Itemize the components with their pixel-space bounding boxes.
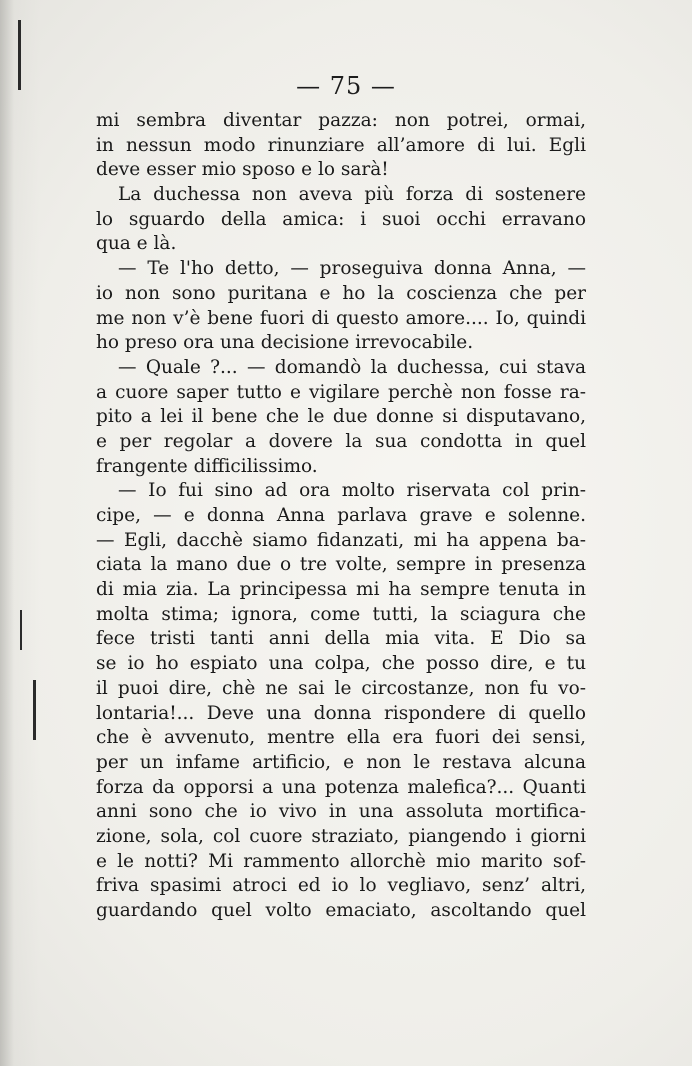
text-line: per un infame artificio, e non le restava alcuna <box>96 751 586 773</box>
text-line: ciata la mano due o tre volte, sempre in presenza <box>96 554 586 576</box>
text-line: cipe, — e donna Anna parlava grave e solenne. <box>96 505 586 526</box>
text-line: — Quale ?... — domandò la duchessa, cui stava <box>118 356 586 378</box>
text-line: molta stima; ignora, come tutti, la sciagura che <box>96 603 586 625</box>
text-line: se io ho espiato una colpa, che posso dire, e tu <box>96 653 586 675</box>
text-line: e per regolar a dovere la sua condotta in quel <box>96 430 586 452</box>
text-line: di mia zia. La principessa mi ha sempre tenuta in <box>96 579 586 601</box>
page-number: — 75 — <box>296 72 396 100</box>
text-line: e le notti? Mi rammento allorchè mio marito sof- <box>96 850 586 872</box>
text-line: me non v’è bene fuori di questo amore.... Io, quindi <box>96 307 586 329</box>
text-line: in nessun modo rinunziare all’amore di lui. Egli <box>96 134 586 156</box>
text-line: ho preso ora una decisione irrevocabile. <box>96 332 474 354</box>
text-line: deve esser mio sposo e lo sarà! <box>96 159 389 181</box>
text-line: — Te l'ho detto, — proseguiva donna Anna, — <box>118 258 586 280</box>
text-line: qua e là. <box>96 233 177 255</box>
text-line: che è avvenuto, mentre ella era fuori dei sensi, <box>96 727 586 749</box>
text-line: — Io fui sino ad ora molto riservata col prin- <box>118 480 586 502</box>
text-line: mi sembra diventar pazza: non potrei, ormai, <box>96 110 586 131</box>
text-line: fece tristi tanti anni della mia vita. E Dio sa <box>96 628 586 650</box>
text-line: La duchessa non aveva più forza di sostenere <box>118 184 586 206</box>
text-line: anni sono che io vivo in una assoluta mortifica- <box>96 801 586 823</box>
text-line: forza da opporsi a una potenza malefica?... Quanti <box>96 776 586 798</box>
text-line: il puoi dire, chè ne sai le circostanze, non fu vo- <box>96 677 586 699</box>
text-line: a cuore saper tutto e vigilare perchè non fosse ra- <box>96 381 586 403</box>
binding-shadow-mark <box>20 610 22 650</box>
text-line: — Egli, dacchè siamo fidanzati, mi ha appena ba- <box>96 529 586 551</box>
text-line: zione, sola, col cuore straziato, piangendo i giorni <box>96 825 586 847</box>
text-line: friva spasimi atroci ed io lo vegliavo, senz’ altri, <box>96 875 586 897</box>
text-line: io non sono puritana e ho la coscienza che per <box>96 282 586 304</box>
text-line: lo sguardo della amica: i suoi occhi erravano <box>96 208 586 230</box>
text-line: lontaria!... Deve una donna rispondere di quello <box>96 702 586 724</box>
body-text <box>96 109 586 924</box>
text-line: guardando quel volto emaciato, ascoltando quel <box>96 900 586 921</box>
binding-shadow-mark <box>33 680 36 740</box>
text-line: frangente difficilissimo. <box>96 455 318 477</box>
text-line: pito a lei il bene che le due donne si disputavano, <box>96 406 586 428</box>
